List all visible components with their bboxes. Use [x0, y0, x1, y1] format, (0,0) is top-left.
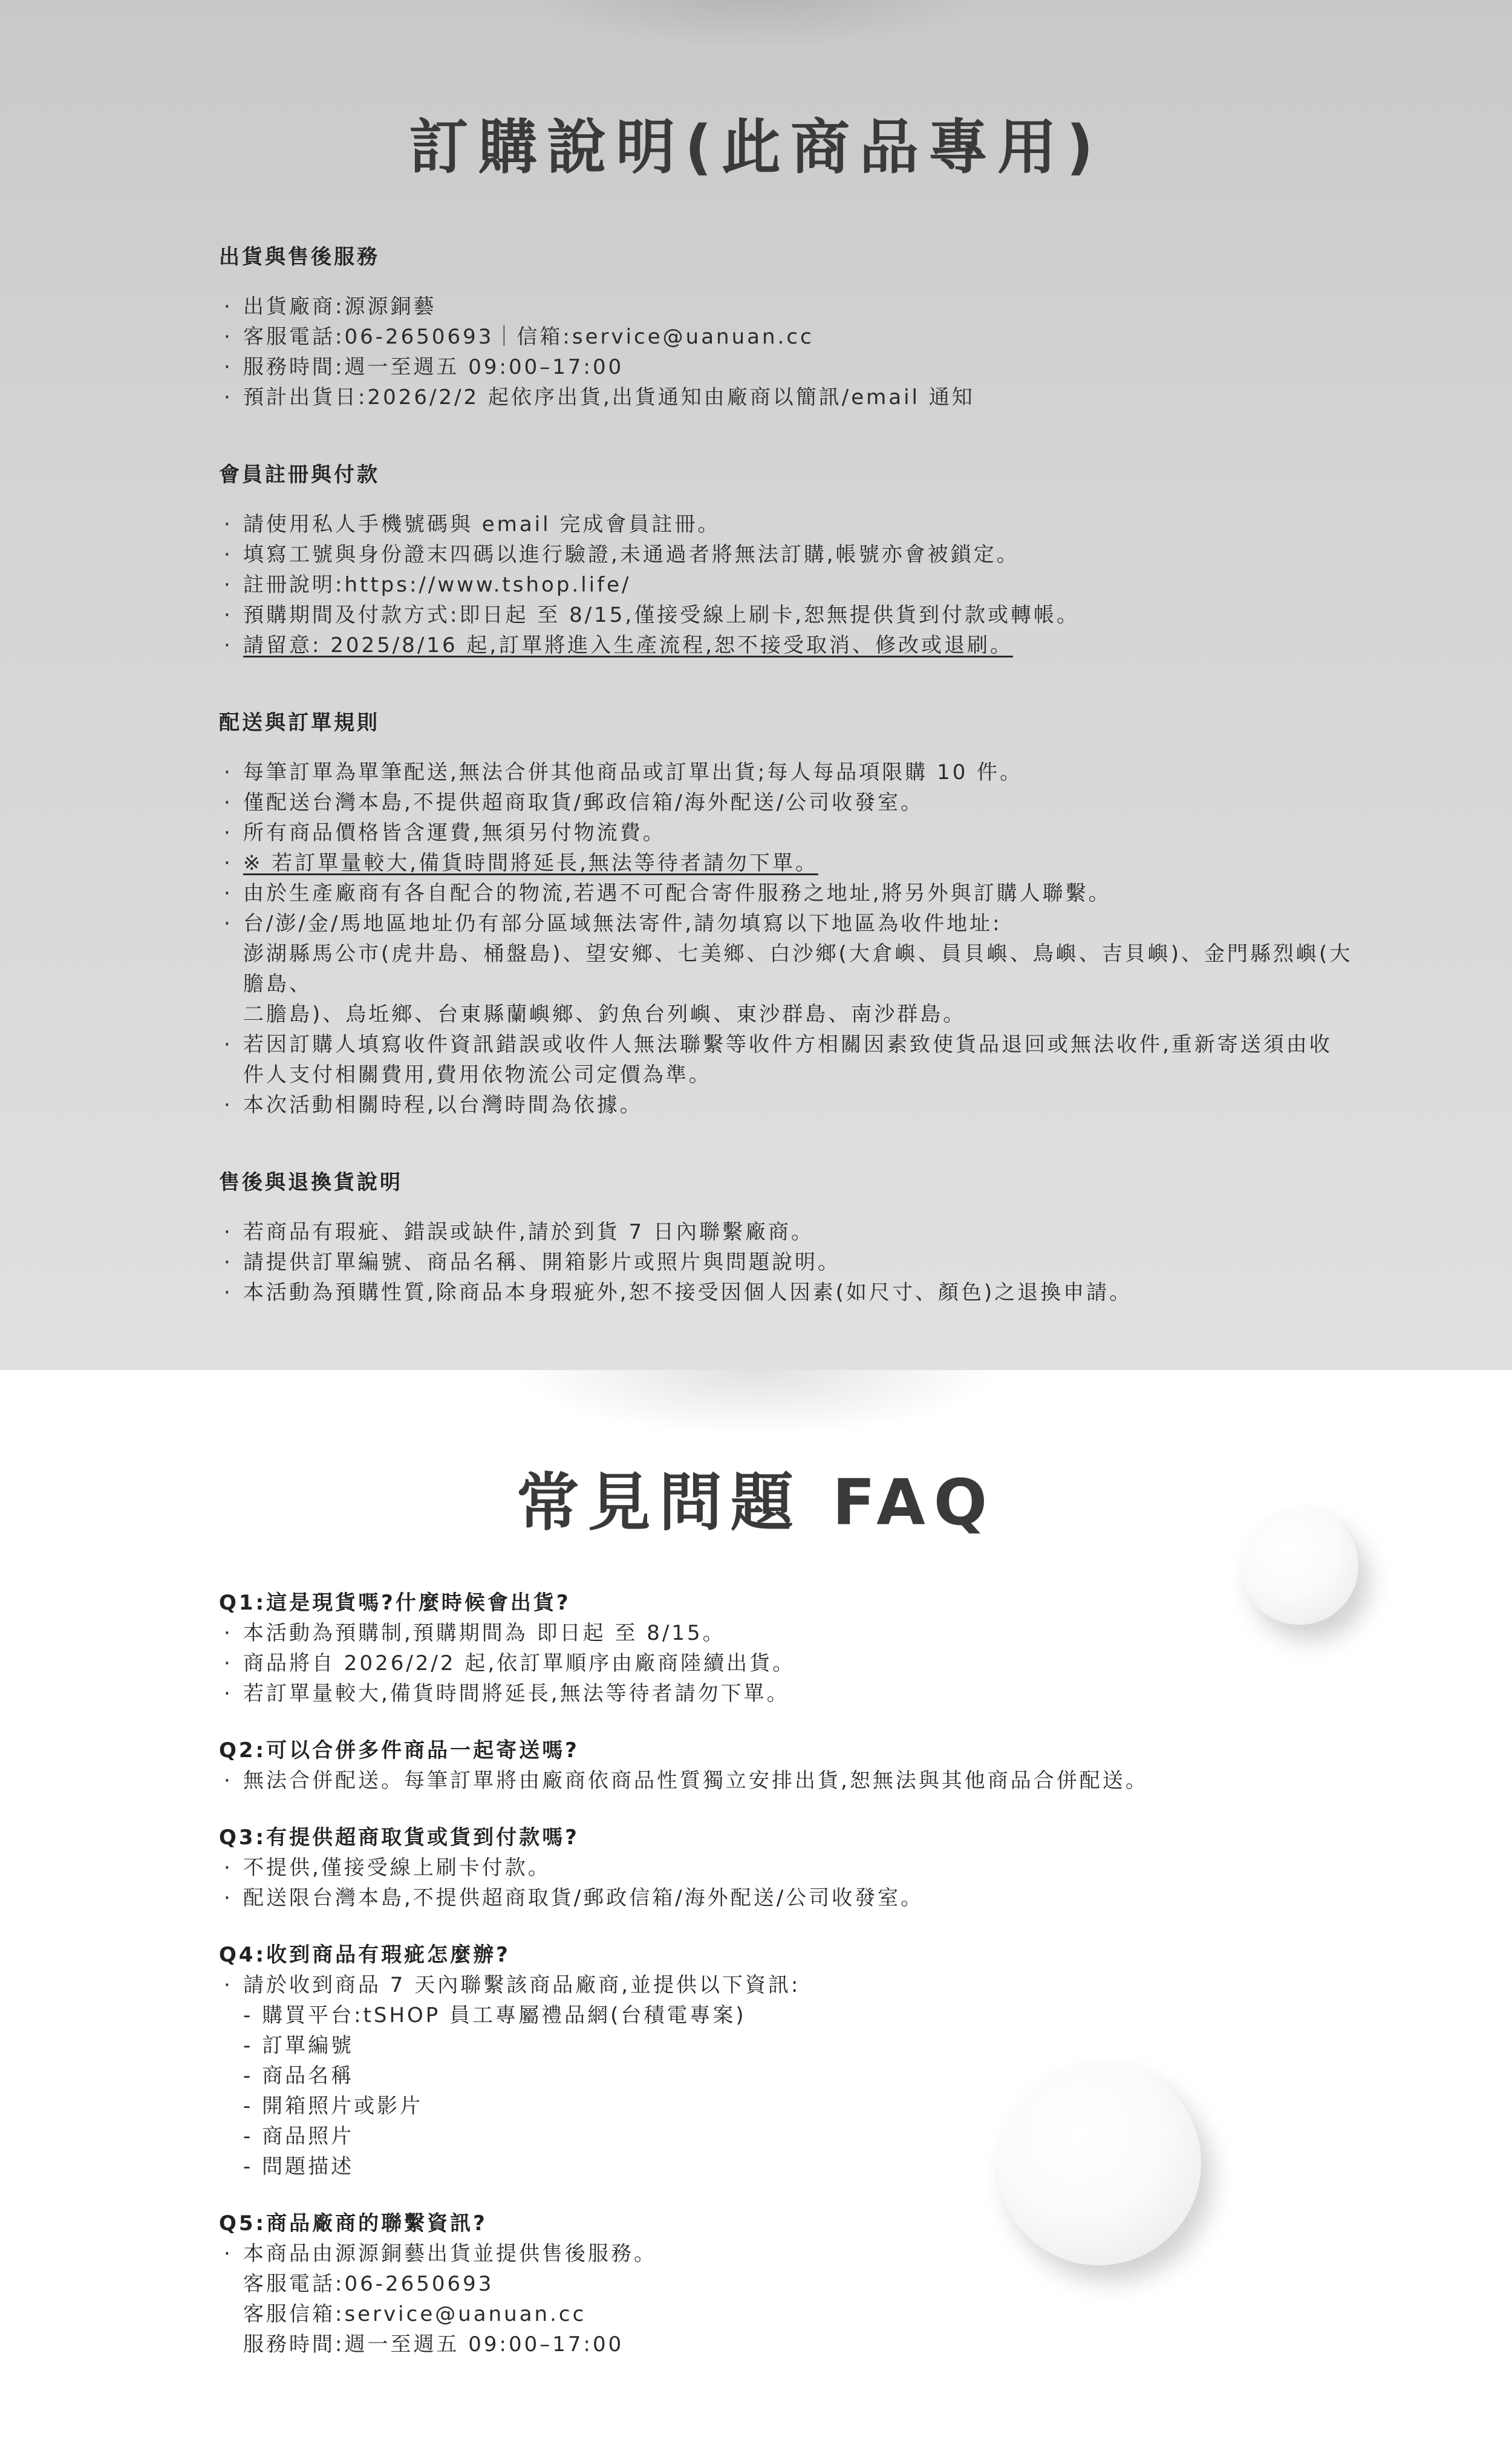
faq-answer: · 本活動為預購制,預購期間為 即日起 至 8/15。	[224, 1621, 726, 1645]
faq-answer: · 無法合併配送。每筆訂單將由廠商依商品性質獨立安排出貨,恕無法與其他商品合併配送。	[224, 1769, 1149, 1793]
notice-item: · 請留意: 2025/8/16 起,訂單將進入生產流程,恕不接受取消、修改或退刷。	[224, 633, 1014, 657]
faq-sub-item: - 商品照片	[243, 2124, 354, 2148]
faq-answer: · 請於收到商品 7 天內聯繫該商品廠商,並提供以下資訊:	[224, 1973, 801, 1997]
list-item: · 客服電話:06-2650693｜信箱:service@uanuan.cc	[224, 325, 814, 349]
list-item: · 所有商品價格皆含運費,無須另付物流費。	[224, 821, 666, 845]
list-item: · 每筆訂單為單筆配送,無法合併其他商品或訂單出貨;每人每品項限購 10 件。	[224, 760, 1023, 785]
section-title: 售後與退換貨說明	[219, 1170, 403, 1195]
section-title: 配送與訂單規則	[219, 711, 380, 735]
list-item: · 填寫工號與身份證末四碼以進行驗證,未通過者將無法訂購,帳號亦會被鎖定。	[224, 543, 1020, 567]
faq-question: Q2:可以合併多件商品一起寄送嗎?	[219, 1738, 579, 1763]
faq-sub-item: - 訂單編號	[243, 2034, 354, 2058]
list-item-continuation: 二膽島)、烏坵鄉、台東縣蘭嶼鄉、釣魚台列嶼、東沙群島、南沙群島。	[243, 1002, 966, 1026]
faq-sub-item: - 商品名稱	[243, 2064, 354, 2088]
list-item: · 僅配送台灣本島,不提供超商取貨/郵政信箱/海外配送/公司收發室。	[224, 791, 924, 815]
faq-item-q4	[219, 1940, 1368, 2182]
faq-answer: · 不提供,僅接受線上刷卡付款。	[224, 1856, 551, 1880]
faq-item-q5	[219, 2208, 1368, 2360]
faq-sub-item: - 問題描述	[243, 2155, 354, 2179]
section-title: 會員註冊與付款	[219, 463, 380, 487]
list-item: · 預購期間及付款方式:即日起 至 8/15,僅接受線上刷卡,恕無提供貨到付款或轉帳。	[224, 603, 1080, 627]
list-item: · 請提供訂單編號、商品名稱、開箱影片或照片與問題說明。	[224, 1250, 841, 1274]
list-item: · 台/澎/金/馬地區地址仍有部分區域無法寄件,請勿填寫以下地區為收件地址:	[224, 912, 1002, 936]
faq-item-q3	[219, 1822, 1368, 1913]
list-item: · 若因訂購人填寫收件資訊錯誤或收件人無法聯繫等收件方相關因素致使貨品退回或無法收件,重新寄送須由收	[224, 1033, 1332, 1057]
section-shipping-service	[219, 242, 1368, 413]
list-item: · 由於生產廠商有各自配合的物流,若遇不可配合寄件服務之地址,將另外與訂購人聯繫。	[224, 881, 1112, 905]
list-item: · 註冊說明:https://www.tshop.life/	[224, 573, 631, 597]
list-item: · 請使用私人手機號碼與 email 完成會員註冊。	[224, 512, 721, 537]
faq-shade-decoration	[514, 1370, 998, 1437]
faq-content	[219, 1588, 1368, 2386]
order-info-title: 訂購說明(此商品專用)	[409, 113, 1103, 182]
list-item-continuation: 件人支付相關費用,費用依物流公司定價為準。	[243, 1063, 712, 1087]
list-item-continuation: 澎湖縣馬公市(虎井島、桶盤島)、望安鄉、七美鄉、白沙鄉(大倉嶼、員貝嶼、鳥嶼、吉貝嶼)、金門縣烈嶼(大膽島、	[243, 942, 1353, 996]
order-info-content	[219, 242, 1368, 1355]
faq-sub-item: - 購買平台:tSHOP 員工專屬禮品網(台積電專案)	[243, 2003, 746, 2028]
faq-item-q1	[219, 1588, 1368, 1709]
faq-title: 常見問題 FAQ	[516, 1466, 996, 1539]
faq-question: Q1:這是現貨嗎?什麼時候會出貨?	[219, 1591, 571, 1615]
faq-answer: · 本商品由源源銅藝出貨並提供售後服務。	[224, 2242, 657, 2266]
list-item: · 出貨廠商:源源銅藝	[224, 295, 437, 319]
faq-answer: · 若訂單量較大,備貨時間將延長,無法等待者請勿下單。	[224, 1682, 790, 1706]
faq-answer: · 配送限台灣本島,不提供超商取貨/郵政信箱/海外配送/公司收發室。	[224, 1886, 924, 1910]
faq-sub-item: 客服信箱:service@uanuan.cc	[243, 2302, 587, 2326]
list-item: · 本次活動相關時程,以台灣時間為依據。	[224, 1093, 643, 1117]
section-after-sales	[219, 1167, 1368, 1308]
faq-sub-item: 客服電話:06-2650693	[243, 2272, 494, 2296]
list-item: · 預計出貨日:2026/2/2 起依序出貨,出貨通知由廠商以簡訊/email 通知	[224, 385, 975, 409]
faq-answer: · 商品將自 2026/2/2 起,依訂單順序由廠商陸續出貨。	[224, 1651, 796, 1675]
section-member-payment	[219, 460, 1368, 661]
faq-sub-item: - 開箱照片或影片	[243, 2094, 423, 2118]
faq-sub-item: 服務時間:週一至週五 09:00–17:00	[243, 2332, 624, 2357]
section-delivery-rules	[219, 708, 1368, 1120]
faq-question: Q4:收到商品有瑕疵怎麼辦?	[219, 1943, 510, 1967]
faq-question: Q3:有提供超商取貨或貨到付款嗎?	[219, 1825, 579, 1850]
list-item: · 本活動為預購性質,除商品本身瑕疵外,恕不接受因個人因素(如尺寸、顏色)之退換申請。	[224, 1280, 1133, 1305]
faq-item-q2	[219, 1735, 1368, 1796]
section-title: 出貨與售後服務	[219, 245, 380, 269]
list-item: · 服務時間:週一至週五 09:00–17:00	[224, 355, 624, 379]
faq-question: Q5:商品廠商的聯繫資訊?	[219, 2211, 487, 2236]
notice-item: · ※ 若訂單量較大,備貨時間將延長,無法等待者請勿下單。	[224, 851, 818, 875]
list-item: · 若商品有瑕疵、錯誤或缺件,請於到貨 7 日內聯繫廠商。	[224, 1220, 815, 1244]
